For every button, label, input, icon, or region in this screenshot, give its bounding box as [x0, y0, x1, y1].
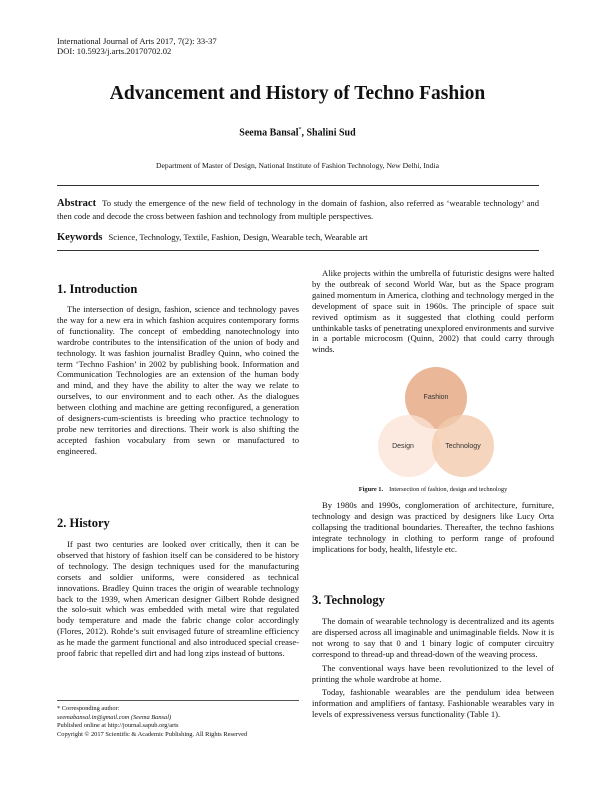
technology-body [312, 616, 554, 720]
figure-caption [312, 486, 554, 493]
author-name: Shalini Sud [306, 127, 356, 139]
introduction-body [57, 304, 299, 457]
section-heading-technology: 3. Technology [312, 593, 385, 607]
footnote-copyright: Copyright © 2017 Scientific & Academic Publishing. All Rights Reserved [57, 731, 248, 738]
abstract-text: To study the emergence of the new field of technology in the domain of fashion, also referred as ‘wearable technology’ and then code and decode the cross between fashion and technology from multiple perspectives. [57, 198, 539, 221]
authors [0, 127, 595, 138]
footnote-corresponding: * Corresponding author: [57, 705, 120, 712]
journal-citation: International Journal of Arts 2017, 7(2): 33-37 [57, 36, 217, 46]
footnote-rule [57, 700, 299, 701]
paragraph: By 1980s and 1990s, conglomeration of architecture, furniture, technology and design was practiced by designers like Lucy Orta collapsing the traditional boundaries. Thereafter, the techno fashions integrate technology in clothing to perform range of profound implications for body, health, lifestyle etc. [312, 500, 554, 554]
paper-title: Advancement and History of Techno Fashion [109, 83, 486, 104]
keywords [57, 231, 539, 244]
history-body [57, 539, 299, 659]
affiliation: Department of Master of Design, National Institute of Fashion Technology, New Delhi, India [156, 161, 439, 170]
divider [57, 250, 539, 251]
footnote-published[interactable]: Published online at http://journal.sapub.org/arts [57, 722, 179, 729]
keywords-label: Keywords [57, 232, 103, 243]
paragraph: The conventional ways have been revolutionized to the level of printing the whole wardrobe at home. [312, 662, 554, 684]
corresponding-mark: * [298, 127, 302, 133]
right-column-intro [312, 268, 554, 355]
paragraph: The domain of wearable technology is decentralized and its agents are dispersed across all imaginable and unimaginable fields. Now it is not wrong to say that 0 and 1 binary logic of computer circuitry correspond to thread-up and thread-down of the weaving process. [312, 616, 554, 659]
abstract-label: Abstract [57, 198, 97, 209]
paragraph: Today, fashionable wearables are the pendulum idea between information and amplifiers of fantasy. Fashionable wearables vary in levels of expressiveness versus functionality (Table 1). [312, 687, 554, 720]
paragraph: If past two centuries are looked over critically, then it can be observed that history of fashion itself can be considered to be history of technology. The design techniques used for the manufacturing corsets and soldier uniforms, were considered as technical innovations. Bradley Quinn traces the origin of wearable technology back to the 1939, when American designer Gilbert Rohde designed the solo-suit which was embedded with metal wire that regulated body temperature and made the fabric change color accordingly (Flores, 2012). Rohde’s suit envisaged future of streamline efficiency as he made the garment functional and also introduced special crease-proof fabric that repelled dirt and had long zips instead of buttons. [57, 539, 299, 659]
caption-text: Intersection of fashion, design and technology [389, 486, 508, 493]
keywords-text: Science, Technology, Textile, Fashion, Design, Wearable tech, Wearable art [108, 232, 368, 242]
author-separator: , [301, 127, 307, 139]
venn-diagram [376, 366, 496, 480]
section-heading-introduction: 1. Introduction [57, 282, 138, 296]
venn-label-technology: Technology [445, 443, 481, 450]
caption-label: Figure 1. [358, 486, 384, 493]
divider [57, 185, 539, 186]
venn-label-fashion: Fashion [423, 394, 449, 401]
doi[interactable]: DOI: 10.5923/j.arts.20170702.02 [57, 46, 172, 56]
venn-label-design: Design [392, 443, 414, 450]
abstract [57, 197, 539, 222]
right-column-history-cont [312, 500, 554, 555]
footnote-email[interactable]: seemabansal.in@gmail.com (Seema Bansal) [57, 714, 172, 721]
paragraph: The intersection of design, fashion, science and technology paves the way for a new era in which fashion acquires contemporary forms of functionality. The concept of embedding nanotechnology into wardrobe contributes to the intensification of the union of body and technology. It was fashion journalist Bradley Quinn, who coined the term ‘Techno Fashion’ in 2002 by publishing book. Information and Communication Technologies are an extension of the human body and mind, and they have the ability to alter the way we relate to ourselves, to our environment and to each other. As the dialogues between clothing and machine are getting reconfigured, a generation of designers-cum-scientists is breeding who practice technology to probe new territories and directions. Their work is also shifting the accepted fashion vocabulary from sewn or manufactured to engineered. [57, 304, 299, 456]
paragraph: Alike projects within the umbrella of futuristic designs were halted by the outbreak of second World War, but as the Space program gained momentum in America, clothing and technology merged in the development of space suit in 1960s. The principle of space suit revived optimism as it suggested that clothing could perform unthinkable tasks of penetrating unexplored environments and survive in a portable microcosm (Quinn, 2002) that could carry through winds. [312, 268, 554, 355]
section-heading-history: 2. History [57, 516, 110, 530]
author-name: Seema Bansal [239, 127, 299, 139]
